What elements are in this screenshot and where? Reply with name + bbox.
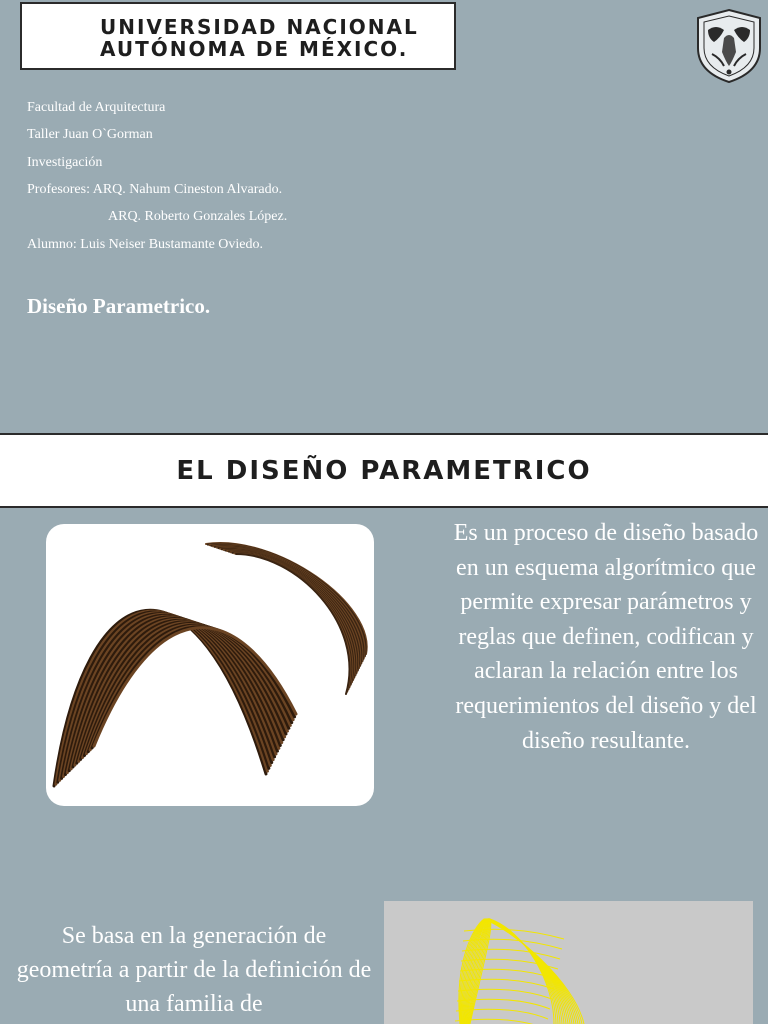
university-banner [20,2,456,70]
university-name-line1: UNIVERSIDAD NACIONAL [100,15,419,39]
unam-seal-icon [694,8,764,84]
yellow-mesh-image [384,901,753,1024]
student-text: Alumno: Luis Neiser Bustamante Oviedo. [27,237,264,252]
professors-text-2: ARQ. Roberto Gonzales López. [108,209,288,224]
university-name-line2: AUTÓNOMA DE MÉXICO. [100,37,409,61]
definition-paragraph: Es un proceso de diseño basado en un esquema algorítmico que permite expresar parámetros y reglas que definen, codifican y aclaran la relación entre los requerimientos del diseño y del diseño resultante. [453,520,759,754]
section-banner [0,433,768,508]
document-title: Diseño Parametrico. [27,294,211,318]
workshop-text: Taller Juan O`Gorman [27,127,153,142]
faculty-text: Facultad de Arquitectura [27,100,166,115]
parametric-structure-image [46,524,374,806]
section-heading: EL DISEÑO PARAMETRICO [176,455,592,486]
subject-text: Investigación [27,155,103,170]
basis-paragraph: Se basa en la generación de geometría a partir de la definición de una familia de [16,923,372,1017]
professors-text-1: Profesores: ARQ. Nahum Cineston Alvarado. [27,182,283,197]
